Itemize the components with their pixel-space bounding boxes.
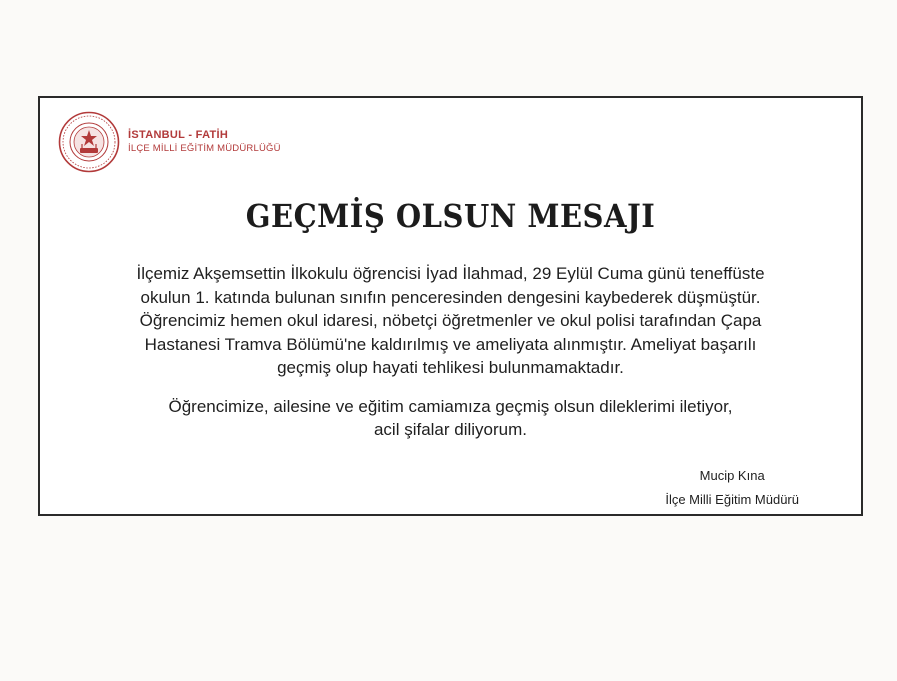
paragraph-line: Öğrencimize, ailesine ve eğitim camiamıza geçmiş olsun dileklerimi iletiyor, [168,396,733,416]
letterhead [58,111,281,173]
signature-block [665,464,799,512]
paragraph-line: Hastanesi Tramva Bölümü'ne kaldırılmış ve ameliyata alınmıştır. Ameliyat başarılı [144,334,757,354]
paragraph-line: acil şifalar diliyorum. [373,420,528,439]
paragraph-2 [40,395,861,442]
paragraph-line: Öğrencimiz hemen okul idaresi, nöbetçi öğretmenler ve okul polisi tarafından Çapa [139,311,762,330]
paragraph-line: İlçemiz Akşemsettin İlkokulu öğrencisi İyad İlahmad, 29 Eylül Cuma günü teneffüste [136,264,765,283]
org-directorate: İLÇE MİLLİ EĞİTİM MÜDÜRLÜĞÜ [128,143,281,154]
org-city-district: İSTANBUL - FATİH [128,129,229,141]
message-body [40,262,861,442]
signatory-position: İlçe Milli Eğitim Müdürü [665,492,799,507]
paragraph-1 [40,262,861,380]
meb-seal-icon [58,111,120,173]
signatory-name: Mucip Kına [699,468,765,483]
paragraph-line: geçmiş olup hayati tehlikesi bulunmamaktadır. [277,358,624,377]
paragraph-line: okulun 1. katında bulunan sınıfın penceresinden dengesini kaybederek düşmüştür. [140,287,761,307]
org-name [128,128,281,156]
document-title: GEÇMİŞ OLSUN MESAJI [245,197,656,235]
notice-card [38,96,863,516]
